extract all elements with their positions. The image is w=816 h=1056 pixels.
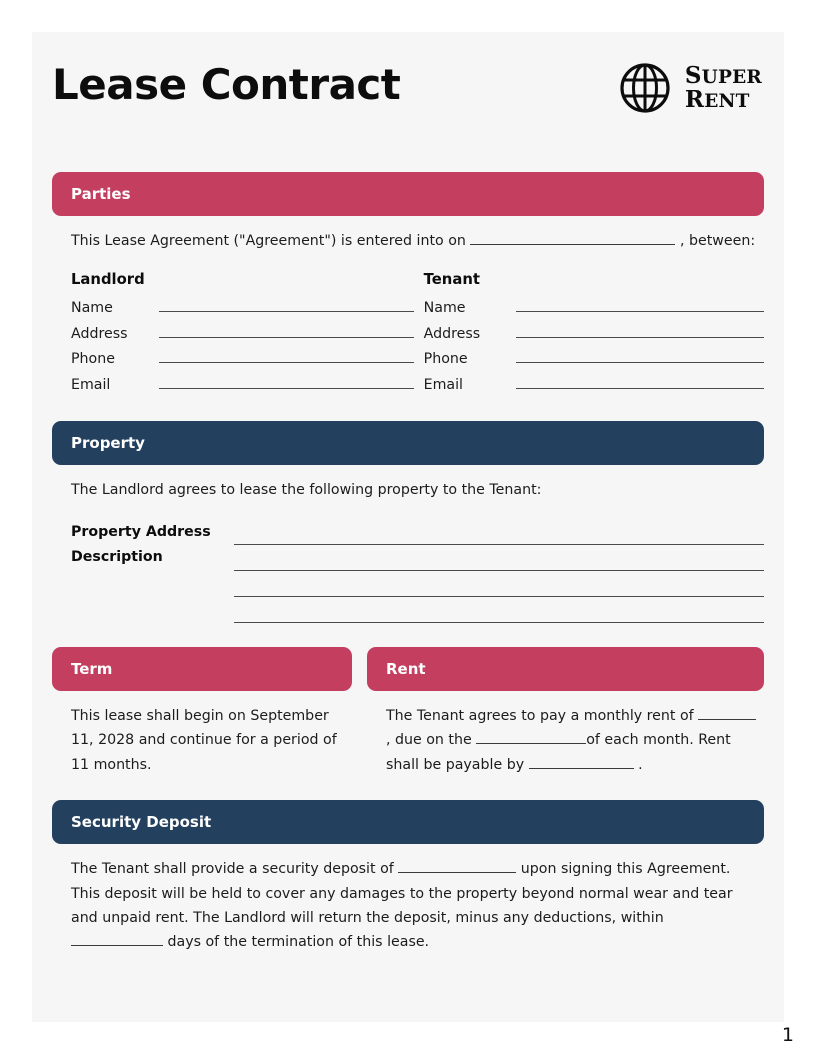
property-fields [52, 519, 764, 623]
landlord-column [71, 271, 424, 399]
section-header-term [52, 647, 352, 691]
parties-intro-text [52, 229, 764, 253]
landlord-phone-input[interactable] [159, 348, 414, 363]
rent-text-part2: , due on the [386, 732, 477, 749]
tenant-email-input[interactable] [516, 374, 764, 389]
security-deposit-body-text [52, 857, 764, 955]
monthly-rent-blank[interactable] [698, 719, 756, 720]
landlord-title: Landlord [71, 271, 145, 289]
property-description-label: Description [71, 548, 163, 565]
tenant-address-row [424, 323, 764, 349]
brand-line-rent [685, 88, 762, 112]
rent-due-day-blank[interactable] [476, 743, 586, 744]
tenant-phone-input[interactable] [516, 348, 764, 363]
tenant-name-row [424, 297, 764, 323]
brand-line-super [685, 64, 762, 88]
landlord-phone-row [71, 348, 424, 374]
deposit-return-days-blank[interactable] [71, 945, 163, 946]
section-title-parties: Parties [71, 185, 131, 203]
parties-intro-after: , between: [675, 233, 756, 249]
section-term [52, 647, 352, 777]
tenant-address-label: Address [423, 325, 481, 342]
tenant-phone-label: Phone [423, 351, 468, 368]
property-description-input-1[interactable] [234, 545, 764, 571]
tenant-address-input[interactable] [516, 323, 764, 338]
section-title-rent: Rent [386, 659, 426, 678]
landlord-phone-label: Phone [71, 351, 115, 368]
landlord-name-row [71, 297, 424, 323]
deposit-amount-blank[interactable] [398, 872, 516, 873]
agreement-date-blank[interactable] [470, 244, 675, 245]
parties-columns [52, 271, 764, 399]
rent-payable-by-blank[interactable] [529, 768, 634, 769]
brand-logo [619, 62, 762, 114]
tenant-name-input[interactable] [516, 297, 764, 312]
deposit-text-part2: upon signing this Agreement. This deposit will be held to cover any damages to the property beyond normal wear and tear and unpaid rent. The Landlord will return the deposit, minus any deductions, within [71, 861, 733, 926]
property-description-input-3[interactable] [234, 597, 764, 623]
brand-super-initial: S [684, 62, 702, 90]
tenant-email-label: Email [423, 376, 464, 393]
term-rent-row [52, 647, 764, 777]
landlord-name-input[interactable] [159, 297, 414, 312]
property-address-label: Property Address [71, 523, 211, 540]
tenant-email-row [424, 374, 764, 400]
brand-super-rest: UPER [701, 67, 762, 89]
section-rent [367, 647, 764, 777]
section-title-property: Property [71, 434, 145, 453]
deposit-text-part1: The Tenant shall provide a security deposit of [71, 861, 399, 878]
section-title-security-deposit: Security Deposit [71, 813, 212, 832]
term-body-text: This lease shall begin on September 11, 2028 and continue for a period of 11 months. [71, 707, 337, 773]
section-property [52, 421, 764, 622]
landlord-name-label: Name [71, 300, 113, 317]
rent-text-part1: The Tenant agrees to pay a monthly rent of [386, 707, 699, 724]
rent-text-part3: of each month. Rent shall be payable by [386, 732, 731, 773]
property-field-labels [71, 519, 234, 623]
section-header-property [52, 421, 764, 465]
property-rule-lines [234, 519, 764, 623]
rent-body-text [367, 704, 764, 777]
brand-rent-rest: ENT [704, 91, 750, 112]
landlord-email-row [71, 374, 424, 400]
globe-icon [619, 62, 671, 114]
landlord-address-row [71, 323, 424, 349]
tenant-name-label: Name [423, 300, 466, 317]
parties-intro-before: This Lease Agreement ("Agreement") is entered into on [71, 233, 471, 249]
page-title: Lease Contract [52, 60, 401, 109]
brand-rent-initial: R [684, 86, 705, 113]
section-parties [52, 172, 764, 399]
section-header-rent [367, 647, 764, 691]
landlord-address-label: Address [71, 325, 128, 342]
document-page [32, 32, 784, 1022]
landlord-address-input[interactable] [159, 323, 414, 338]
deposit-text-part3: days of the termination of this lease. [163, 934, 430, 951]
property-description-input-2[interactable] [234, 571, 764, 597]
section-security-deposit [52, 800, 764, 955]
tenant-title: Tenant [423, 271, 480, 289]
section-header-parties [52, 172, 764, 216]
section-title-term: Term [71, 659, 113, 678]
page-number: 1 [781, 1024, 794, 1046]
landlord-email-input[interactable] [159, 374, 414, 389]
tenant-phone-row [424, 348, 764, 374]
brand-wordmark [685, 64, 762, 112]
landlord-email-label: Email [71, 376, 111, 393]
property-address-input[interactable] [234, 519, 764, 545]
property-intro-text: The Landlord agrees to lease the following property to the Tenant: [71, 482, 542, 499]
document-header [32, 32, 784, 172]
tenant-column [424, 271, 764, 399]
section-header-security-deposit [52, 800, 764, 844]
rent-text-part4: . [633, 756, 643, 773]
